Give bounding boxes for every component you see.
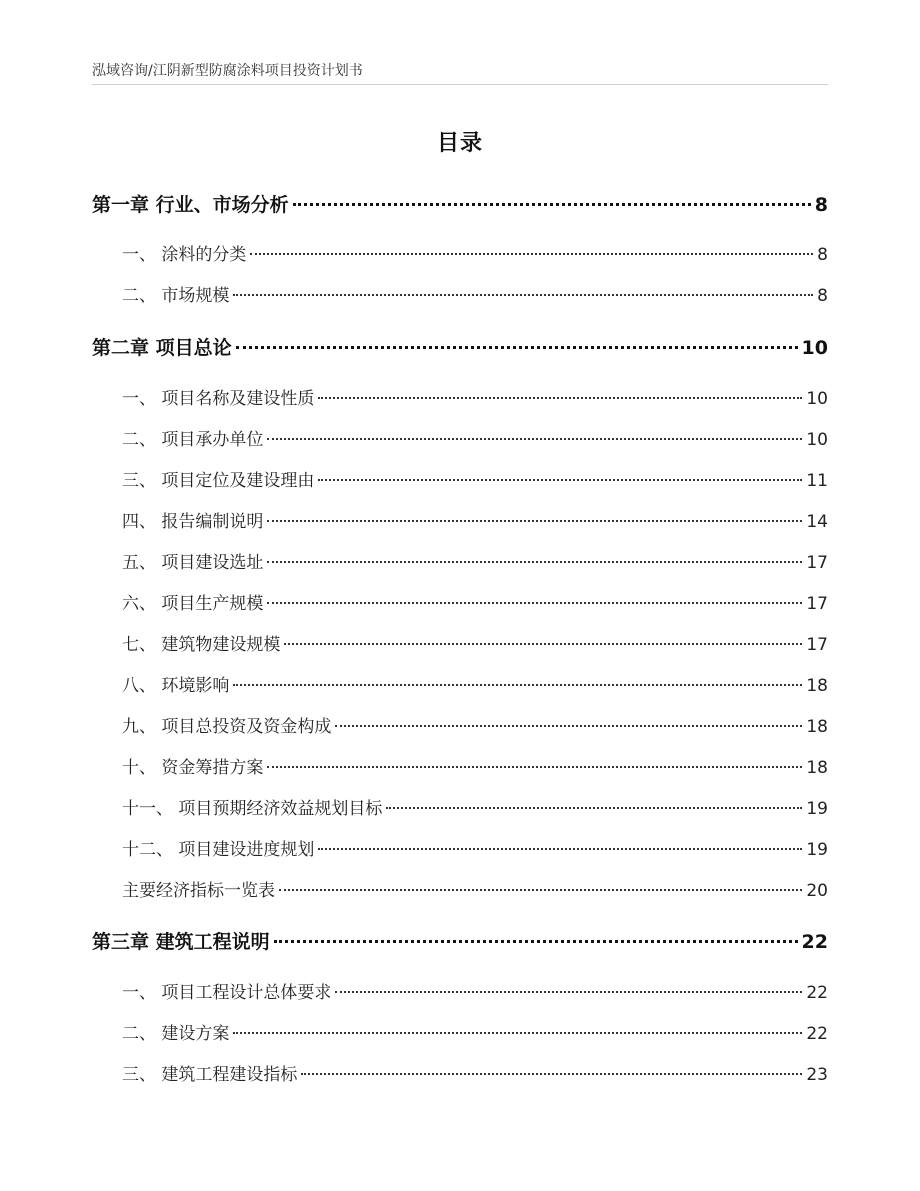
toc-entry-label: 主要经济指标一览表 xyxy=(122,881,275,901)
toc-entry-label: 七、 建筑物建设规模 xyxy=(122,635,281,655)
toc-dot-leader xyxy=(293,203,811,206)
toc-dot-leader xyxy=(267,520,802,522)
toc-section-entry[interactable] xyxy=(122,978,828,1003)
toc-section-entry[interactable] xyxy=(122,712,828,737)
toc-entry-label: 第三章 建筑工程说明 xyxy=(92,931,270,953)
toc-page-number: 22 xyxy=(801,931,828,953)
toc-chapter-entry[interactable] xyxy=(92,190,828,217)
toc-page-number: 17 xyxy=(806,553,828,573)
toc-chapter-entry[interactable] xyxy=(92,927,828,954)
toc-dot-leader xyxy=(267,766,802,768)
toc-page-number: 23 xyxy=(806,1065,828,1085)
toc-dot-leader xyxy=(236,346,798,349)
toc-dot-leader xyxy=(386,807,802,809)
toc-page-number: 14 xyxy=(806,512,828,532)
toc-entry-label: 一、 涂料的分类 xyxy=(122,245,247,265)
toc-dot-leader xyxy=(318,479,802,481)
toc-entry-label: 八、 环境影响 xyxy=(122,676,230,696)
toc-page-number: 20 xyxy=(806,881,828,901)
page-title: 目录 xyxy=(436,131,483,156)
running-header: 泓域咨询/江阴新型防腐涂料项目投资计划书 xyxy=(92,63,363,79)
toc-page-number: 19 xyxy=(806,799,828,819)
toc-page-number: 11 xyxy=(806,471,828,491)
toc-section-entry[interactable] xyxy=(122,466,828,491)
toc-section-entry[interactable] xyxy=(122,384,828,409)
toc-entry-label: 二、 建设方案 xyxy=(122,1024,230,1044)
toc-dot-leader xyxy=(318,397,802,399)
toc-section-entry[interactable] xyxy=(122,794,828,819)
toc-entry-label: 六、 项目生产规模 xyxy=(122,594,264,614)
toc-entry-label: 二、 项目承办单位 xyxy=(122,430,264,450)
toc-page-number: 22 xyxy=(806,1024,828,1044)
toc-dot-leader xyxy=(267,561,802,563)
toc-entry-label: 九、 项目总投资及资金构成 xyxy=(122,717,332,737)
toc-page-number: 10 xyxy=(801,337,828,359)
toc-page-number: 18 xyxy=(806,717,828,737)
toc-section-entry[interactable] xyxy=(122,548,828,573)
toc-entry-label: 二、 市场规模 xyxy=(122,286,230,306)
toc-dot-leader xyxy=(274,940,798,943)
toc-section-entry[interactable] xyxy=(122,753,828,778)
toc-entry-label: 第一章 行业、市场分析 xyxy=(92,194,289,216)
header-divider xyxy=(92,84,828,85)
toc-page-number: 22 xyxy=(806,983,828,1003)
toc-page-number: 19 xyxy=(806,840,828,860)
toc-section-entry[interactable] xyxy=(122,589,828,614)
toc-dot-leader xyxy=(318,848,802,850)
toc-dot-leader xyxy=(267,438,802,440)
toc-page-number: 18 xyxy=(806,676,828,696)
toc-section-entry[interactable] xyxy=(122,876,828,901)
toc-chapter-entry[interactable] xyxy=(92,333,828,360)
toc-entry-label: 三、 项目定位及建设理由 xyxy=(122,471,315,491)
toc-dot-leader xyxy=(233,684,802,686)
toc-section-entry[interactable] xyxy=(122,507,828,532)
toc-entry-label: 一、 项目名称及建设性质 xyxy=(122,389,315,409)
toc-page-number: 10 xyxy=(806,430,828,450)
toc-section-entry[interactable] xyxy=(122,671,828,696)
toc-dot-leader xyxy=(279,889,802,891)
toc-dot-leader xyxy=(335,725,802,727)
toc-entry-label: 第二章 项目总论 xyxy=(92,337,232,359)
toc-page-number: 8 xyxy=(817,286,828,306)
toc-dot-leader xyxy=(233,1032,802,1034)
toc-section-entry[interactable] xyxy=(122,281,828,306)
toc-page-number: 8 xyxy=(814,194,828,216)
toc-page-number: 17 xyxy=(806,594,828,614)
toc-entry-label: 十、 资金筹措方案 xyxy=(122,758,264,778)
toc-entry-label: 一、 项目工程设计总体要求 xyxy=(122,983,332,1003)
toc-entry-label: 三、 建筑工程建设指标 xyxy=(122,1065,298,1085)
toc-section-entry[interactable] xyxy=(122,835,828,860)
toc-entry-label: 四、 报告编制说明 xyxy=(122,512,264,532)
toc-dot-leader xyxy=(267,602,802,604)
toc-section-entry[interactable] xyxy=(122,240,828,265)
toc-section-entry[interactable] xyxy=(122,1019,828,1044)
toc-dot-leader xyxy=(335,991,802,993)
toc-dot-leader xyxy=(233,294,813,296)
toc-section-entry[interactable] xyxy=(122,630,828,655)
toc-page-number: 18 xyxy=(806,758,828,778)
toc-section-entry[interactable] xyxy=(122,1060,828,1085)
toc-section-entry[interactable] xyxy=(122,425,828,450)
toc-entry-label: 十一、 项目预期经济效益规划目标 xyxy=(122,799,383,819)
toc-dot-leader xyxy=(284,643,802,645)
toc-page-number: 8 xyxy=(817,245,828,265)
toc-dot-leader xyxy=(301,1073,802,1075)
toc-entry-label: 五、 项目建设选址 xyxy=(122,553,264,573)
toc-page-number: 17 xyxy=(806,635,828,655)
toc-page-number: 10 xyxy=(806,389,828,409)
toc-dot-leader xyxy=(250,253,813,255)
toc-entry-label: 十二、 项目建设进度规划 xyxy=(122,840,315,860)
